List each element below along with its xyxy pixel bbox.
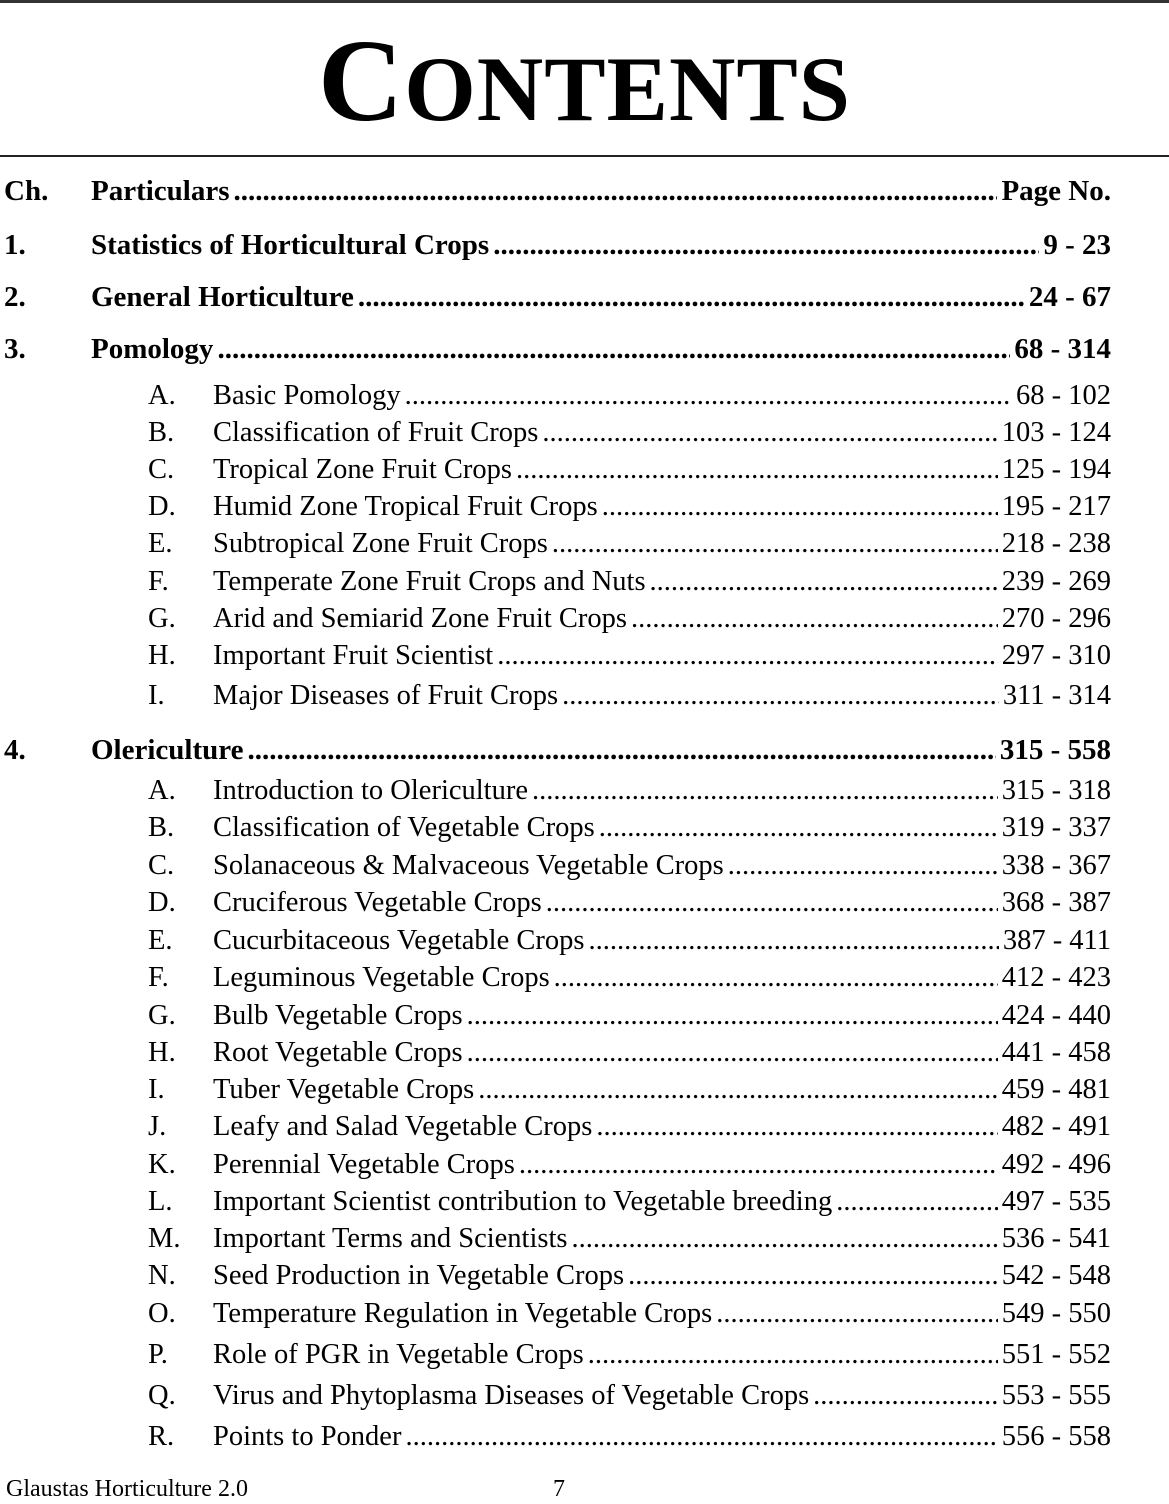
toc-chapter-row[interactable] <box>0 225 1169 265</box>
section-entry <box>213 1294 1111 1334</box>
section-letter: C. <box>148 850 175 881</box>
footer-page-number: 7 <box>553 1476 565 1502</box>
section-letter: D. <box>148 887 176 918</box>
chapter-pages: 68 - 314 <box>1014 333 1111 365</box>
toc-section-row[interactable] <box>0 1107 1169 1147</box>
toc-section-row[interactable] <box>0 599 1169 639</box>
section-letter: N. <box>148 1260 176 1291</box>
chapter-entry <box>91 329 1111 369</box>
section-letter: D. <box>148 491 176 522</box>
section-letter: G. <box>148 1000 176 1031</box>
section-entry <box>213 883 1111 923</box>
section-pages: 497 - 535 <box>1001 1186 1111 1217</box>
dot-leader <box>588 921 998 961</box>
toc-section-row[interactable] <box>0 413 1169 453</box>
dot-leader <box>631 599 998 639</box>
title-initial: C <box>318 15 405 146</box>
section-title: Role of PGR in Vegetable Crops <box>213 1339 584 1370</box>
dot-leader <box>552 524 998 564</box>
toc-chapter-row[interactable] <box>0 329 1169 369</box>
toc-section-row[interactable] <box>0 883 1169 923</box>
section-pages: 492 - 496 <box>1001 1149 1111 1180</box>
dot-leader <box>542 413 997 453</box>
section-entry <box>213 1376 1111 1416</box>
dot-leader <box>478 1070 998 1110</box>
section-pages: 270 - 296 <box>1001 603 1111 634</box>
toc-section-row[interactable] <box>0 376 1169 416</box>
dot-leader <box>467 1033 998 1073</box>
header-divider <box>0 155 1169 157</box>
toc-section-row[interactable] <box>0 1256 1169 1296</box>
section-title: Arid and Semiarid Zone Fruit Crops <box>213 603 627 634</box>
section-entry <box>213 1219 1111 1259</box>
dot-leader <box>532 771 998 811</box>
dot-leader <box>493 225 1039 265</box>
section-letter: E. <box>148 528 173 559</box>
section-entry <box>213 1145 1111 1185</box>
dot-leader <box>716 1294 997 1334</box>
section-title: Important Terms and Scientists <box>213 1223 568 1254</box>
ch-column-label: Ch. <box>4 175 49 207</box>
section-pages: 125 - 194 <box>1001 454 1111 485</box>
section-letter: P. <box>148 1339 168 1370</box>
section-letter: O. <box>148 1298 176 1329</box>
section-pages: 424 - 440 <box>1001 1000 1111 1031</box>
section-title: Introduction to Olericulture <box>213 775 528 806</box>
toc-section-row[interactable] <box>0 636 1169 676</box>
section-entry <box>213 376 1111 416</box>
section-letter: F. <box>148 962 169 993</box>
section-pages: 441 - 458 <box>1001 1037 1111 1068</box>
chapter-number: 1. <box>4 229 26 261</box>
section-entry <box>213 808 1111 848</box>
section-pages: 297 - 310 <box>1001 640 1111 671</box>
section-letter: H. <box>148 1037 176 1068</box>
toc-section-row[interactable] <box>0 1376 1169 1416</box>
section-pages: 459 - 481 <box>1001 1074 1111 1105</box>
section-letter: B. <box>148 812 175 843</box>
section-title: Leguminous Vegetable Crops <box>213 962 550 993</box>
toc-section-row[interactable] <box>0 771 1169 811</box>
section-entry <box>213 676 1111 716</box>
section-pages: 482 - 491 <box>1001 1111 1111 1142</box>
dot-leader <box>217 329 1010 369</box>
dot-leader <box>467 996 998 1036</box>
dot-leader <box>650 562 998 602</box>
section-pages: 319 - 337 <box>1001 812 1111 843</box>
toc-section-row[interactable] <box>0 921 1169 961</box>
section-title: Important Fruit Scientist <box>213 640 494 671</box>
section-title: Cruciferous Vegetable Crops <box>213 887 542 918</box>
footer-book-title: Glaustas Horticulture 2.0 <box>6 1476 248 1502</box>
toc-chapter-row[interactable] <box>0 730 1169 770</box>
section-title: Temperature Regulation in Vegetable Crops <box>213 1298 713 1329</box>
dot-leader <box>234 171 998 211</box>
section-entry <box>213 958 1111 998</box>
section-letter: J. <box>148 1111 167 1142</box>
section-title: Classification of Vegetable Crops <box>213 812 595 843</box>
toc-section-row[interactable] <box>0 996 1169 1036</box>
section-letter: K. <box>148 1149 176 1180</box>
dot-leader <box>836 1182 998 1222</box>
section-title: Tropical Zone Fruit Crops <box>213 454 512 485</box>
dot-leader <box>405 376 1012 416</box>
section-entry <box>213 1033 1111 1073</box>
dot-leader <box>562 676 999 716</box>
section-title: Basic Pomology <box>213 380 401 411</box>
section-letter: B. <box>148 417 175 448</box>
toc-column-header <box>0 171 1169 211</box>
toc-section-row[interactable] <box>0 1033 1169 1073</box>
chapter-title: Statistics of Horticultural Crops <box>91 229 490 261</box>
section-entry <box>213 1335 1111 1375</box>
dot-leader <box>405 1417 997 1457</box>
section-letter: L. <box>148 1186 173 1217</box>
section-pages: 239 - 269 <box>1001 566 1111 597</box>
section-entry <box>213 636 1111 676</box>
section-pages: 103 - 124 <box>1001 417 1111 448</box>
toc-section-row[interactable] <box>0 524 1169 564</box>
section-title: Seed Production in Vegetable Crops <box>213 1260 625 1291</box>
section-entry <box>213 413 1111 453</box>
section-entry <box>213 1107 1111 1147</box>
section-letter: H. <box>148 640 176 671</box>
chapter-number: 4. <box>4 734 26 766</box>
top-rule <box>0 0 1169 3</box>
toc-section-row[interactable] <box>0 808 1169 848</box>
dot-leader <box>588 1335 998 1375</box>
section-letter: A. <box>148 775 176 806</box>
section-letter: M. <box>148 1223 181 1254</box>
page-no-column-label: Page No. <box>1001 175 1111 207</box>
chapter-number: 3. <box>4 333 26 365</box>
section-title: Temperate Zone Fruit Crops and Nuts <box>213 566 646 597</box>
section-pages: 551 - 552 <box>1001 1339 1111 1370</box>
dot-leader <box>602 487 998 527</box>
toc-section-row[interactable] <box>0 1294 1169 1334</box>
section-entry <box>213 996 1111 1036</box>
dot-leader <box>571 1219 997 1259</box>
section-entry <box>213 450 1111 490</box>
dot-leader <box>599 808 998 848</box>
section-entry <box>213 1417 1111 1457</box>
section-title: Subtropical Zone Fruit Crops <box>213 528 548 559</box>
dot-leader <box>519 1145 998 1185</box>
section-title: Root Vegetable Crops <box>213 1037 463 1068</box>
dot-leader <box>596 1107 997 1147</box>
section-letter: R. <box>148 1421 175 1452</box>
toc-chapter-row[interactable] <box>0 277 1169 317</box>
section-entry <box>213 1070 1111 1110</box>
chapter-entry <box>91 225 1111 265</box>
dot-leader <box>813 1376 998 1416</box>
section-pages: 556 - 558 <box>1001 1421 1111 1452</box>
section-pages: 368 - 387 <box>1001 887 1111 918</box>
section-pages: 338 - 367 <box>1001 850 1111 881</box>
toc-section-row[interactable] <box>0 958 1169 998</box>
section-pages: 536 - 541 <box>1001 1223 1111 1254</box>
section-letter: I. <box>148 1074 165 1105</box>
section-letter: C. <box>148 454 175 485</box>
title-rest: ONTENTS <box>404 38 851 140</box>
section-pages: 387 - 411 <box>1002 925 1111 956</box>
toc-section-row[interactable] <box>0 1182 1169 1222</box>
section-title: Classification of Fruit Crops <box>213 417 539 448</box>
toc-section-row[interactable] <box>0 1070 1169 1110</box>
dot-leader <box>516 450 998 490</box>
chapter-title: General Horticulture <box>91 281 354 313</box>
dot-leader <box>546 883 998 923</box>
section-pages: 412 - 423 <box>1001 962 1111 993</box>
section-pages: 542 - 548 <box>1001 1260 1111 1291</box>
header-entry <box>91 171 1111 211</box>
section-entry <box>213 487 1111 527</box>
chapter-pages: 24 - 67 <box>1028 281 1111 313</box>
section-title: Solanaceous & Malvaceous Vegetable Crops <box>213 850 724 881</box>
dot-leader <box>358 277 1025 317</box>
dot-leader <box>497 636 998 676</box>
toc-section-row[interactable] <box>0 1417 1169 1457</box>
section-letter: Q. <box>148 1380 176 1411</box>
section-entry <box>213 771 1111 811</box>
toc-section-row[interactable] <box>0 1335 1169 1375</box>
section-title: Major Diseases of Fruit Crops <box>213 680 559 711</box>
chapter-entry <box>91 730 1111 770</box>
dot-leader <box>728 846 998 886</box>
toc-section-row[interactable] <box>0 487 1169 527</box>
particulars-column-label: Particulars <box>91 175 230 207</box>
section-pages: 315 - 318 <box>1001 775 1111 806</box>
section-pages: 553 - 555 <box>1001 1380 1111 1411</box>
section-pages: 195 - 217 <box>1001 491 1111 522</box>
chapter-pages: 315 - 558 <box>999 734 1111 766</box>
section-entry <box>213 599 1111 639</box>
chapter-number: 2. <box>4 281 26 313</box>
toc-section-row[interactable] <box>0 1219 1169 1259</box>
toc-section-row[interactable] <box>0 562 1169 602</box>
dot-leader <box>628 1256 998 1296</box>
section-title: Bulb Vegetable Crops <box>213 1000 463 1031</box>
section-pages: 218 - 238 <box>1001 528 1111 559</box>
toc-section-row[interactable] <box>0 1145 1169 1185</box>
toc-section-row[interactable] <box>0 846 1169 886</box>
section-entry <box>213 1182 1111 1222</box>
section-entry <box>213 562 1111 602</box>
section-title: Cucurbitaceous Vegetable Crops <box>213 925 585 956</box>
section-letter: E. <box>148 925 173 956</box>
section-entry <box>213 524 1111 564</box>
section-letter: I. <box>148 680 165 711</box>
section-title: Tuber Vegetable Crops <box>213 1074 475 1105</box>
chapter-title: Olericulture <box>91 734 244 766</box>
section-title: Points to Ponder <box>213 1421 402 1452</box>
section-pages: 549 - 550 <box>1001 1298 1111 1329</box>
chapter-entry <box>91 277 1111 317</box>
toc-section-row[interactable] <box>0 450 1169 490</box>
section-letter: G. <box>148 603 176 634</box>
chapter-pages: 9 - 23 <box>1043 229 1111 261</box>
section-letter: F. <box>148 566 169 597</box>
section-title: Perennial Vegetable Crops <box>213 1149 515 1180</box>
section-entry <box>213 1256 1111 1296</box>
page-title <box>0 15 1169 148</box>
chapter-title: Pomology <box>91 333 214 365</box>
section-title: Humid Zone Tropical Fruit Crops <box>213 491 598 522</box>
dot-leader <box>247 730 995 770</box>
section-letter: A. <box>148 380 176 411</box>
section-entry <box>213 846 1111 886</box>
toc-section-row[interactable] <box>0 676 1169 716</box>
section-entry <box>213 921 1111 961</box>
dot-leader <box>554 958 998 998</box>
section-title: Virus and Phytoplasma Diseases of Vegetable Crops <box>213 1380 810 1411</box>
section-pages: 68 - 102 <box>1016 380 1111 411</box>
section-title: Important Scientist contribution to Vegetable breeding <box>213 1186 833 1217</box>
section-pages: 311 - 314 <box>1002 680 1111 711</box>
section-title: Leafy and Salad Vegetable Crops <box>213 1111 593 1142</box>
